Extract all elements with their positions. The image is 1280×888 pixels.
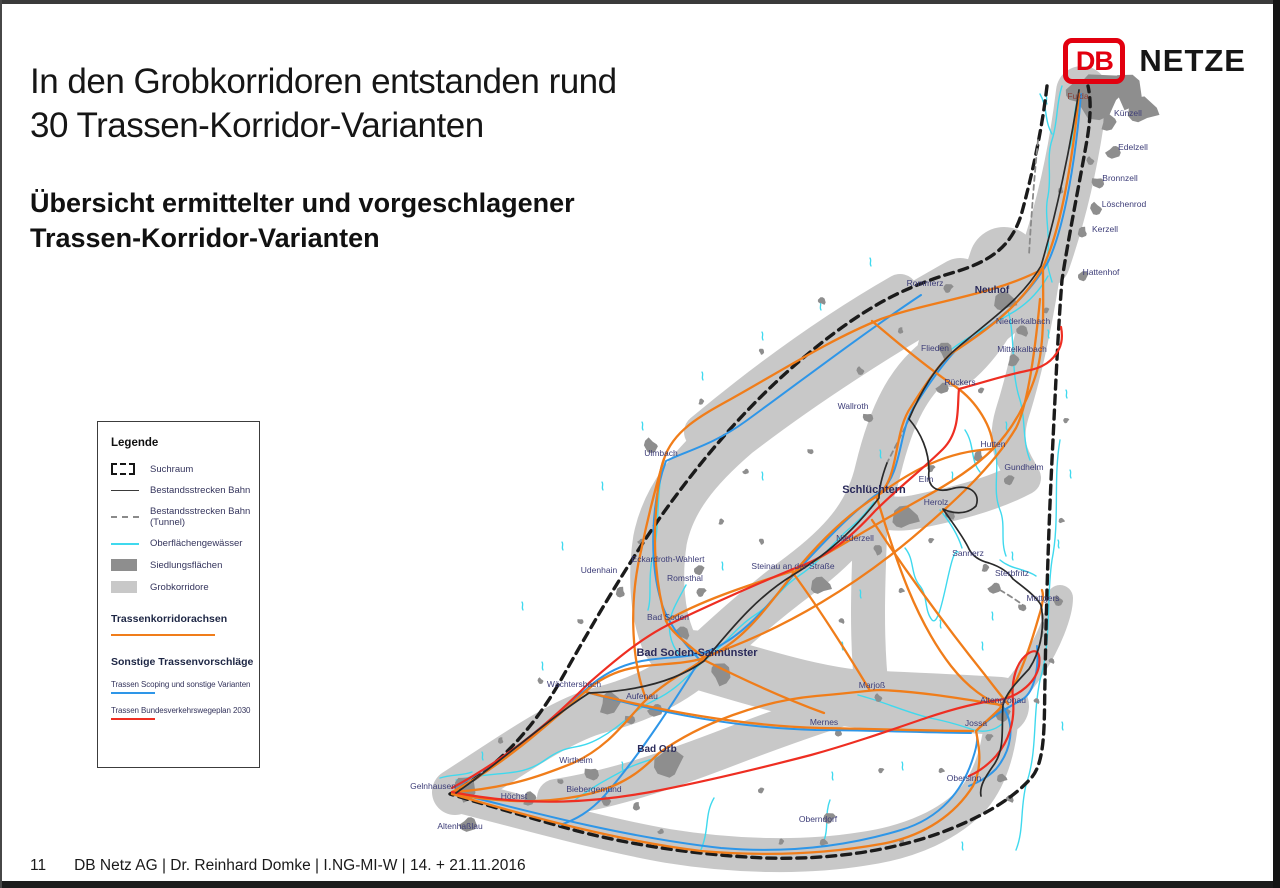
legend-title: Legende [111,437,159,449]
place-label: Mottgers [1026,593,1060,603]
footer-text: DB Netz AG | Dr. Reinhard Domke | I.NG-MI-W | 14. + 21.11.2016 [74,857,526,874]
legend-item [111,485,255,496]
legend-items [111,463,255,593]
legend-item [111,463,255,475]
slide-subtitle-line2: Trassen-Korridor-Varianten [30,223,380,253]
logo-wordmark: NETZE [1139,43,1246,78]
place-label: Wächtersbach [546,679,602,689]
place-label: Bad Soden [646,612,690,622]
legend-sub-label: Trassen Bundesverkehrswegeplan 2030 [111,706,251,715]
place-label: Jossa [964,718,988,728]
viewer-left-edge [0,0,2,888]
legend-item-label: Grobkorridore [150,581,209,593]
place-label: Sannerz [952,548,984,558]
place-label: Altengronau [980,695,1026,705]
slide-title-line2: 30 Trassen-Korridor-Varianten [30,106,484,145]
place-label: Eckardroth-Wahlert [631,554,705,564]
place-label: Rückers [944,377,976,387]
place-label: Udenhain [580,565,618,575]
db-netze-logo [1063,38,1246,84]
place-label: Kerzell [1092,224,1118,234]
place-label: Wallroth [837,401,869,411]
slide-subtitle-line1: Übersicht ermittelter und vorgeschlagener [30,188,575,218]
orange-line-swatch [111,634,215,636]
viewer-scrollbar-edge[interactable] [1273,0,1280,888]
place-label: Sterbfritz [994,568,1030,578]
place-label: Löschenrod [1101,199,1147,209]
place-label: Aufenau [626,691,658,701]
viewer-top-edge [0,0,1280,4]
viewer-bottom-edge [0,881,1280,888]
place-label: Edelzell [1118,142,1148,152]
place-label: Wirtheim [559,755,593,765]
legend-item-label: Oberflächengewässer [150,538,243,549]
dark-gray-box-swatch [111,559,137,571]
legend-other-title: Sonstige Trassenvorschläge [111,656,254,668]
place-label: Künzell [1114,108,1142,118]
legend-item [111,538,255,549]
place-label: Ulmbach [644,448,678,458]
slide-subtitle [30,186,575,256]
place-label: Hattenhof [1082,267,1120,277]
place-label: Schlüchtern [842,484,906,496]
place-label: Neuhof [974,285,1010,296]
page-number: 11 [30,857,47,874]
cyan-line-swatch [111,543,139,545]
dashed-gray-line-swatch [111,516,139,518]
suchraum-dashed-box-swatch [111,463,135,475]
solid-black-line-swatch [111,490,139,491]
place-label: Biebergemünd [566,784,622,794]
place-label: Herolz [923,497,949,507]
legend-item [111,559,255,571]
red-line-swatch [111,718,155,720]
place-label: Bad Soden-Salmünster [636,647,758,659]
legend-item-label: Siedlungsflächen [150,559,223,571]
legend-item [111,506,255,528]
slide-title-line1: In den Grobkorridoren entstanden rund [30,62,617,101]
slide-footer [30,857,526,875]
place-label: Altenhaßlau [437,821,483,831]
legend-item-label: Suchraum [150,463,194,475]
blue-line-swatch [111,692,155,694]
place-label: Obersinn [946,773,982,783]
place-label: Gelnhausen [410,781,456,791]
place-label: Niederzell [836,533,874,543]
place-label: Romsthal [667,573,703,583]
place-label: Marjoß [858,680,886,690]
legend-item-label: Bestandsstrecken Bahn [150,485,251,496]
place-label: Steinau an der Straße [751,561,835,571]
slide-title [30,60,617,148]
place-label: Bronnzell [1102,173,1138,183]
place-label: Mittelkalbach [997,344,1047,354]
place-label: Elm [918,474,934,484]
place-label: Fulda [1067,91,1089,101]
legend-item [111,581,255,593]
place-label: Oberndorf [798,814,838,824]
legend-sub-label: Trassen Scoping und sonstige Varianten [111,680,251,689]
legend-other-items [111,680,255,720]
place-label: Gundhelm [1004,462,1044,472]
legend-axes-title: Trassenkorridorachsen [111,613,228,625]
place-label: Flieden [921,343,949,353]
place-label: Niederkalbach [995,316,1051,326]
place-label: Bad Orb [637,744,677,755]
place-label: Hutten [980,439,1006,449]
place-label: Rommerz [906,278,944,288]
place-label: Mernes [809,717,839,727]
place-label: Höchst [500,791,528,801]
light-gray-box-swatch [111,581,137,593]
legend-item-label: Bestandsstrecken Bahn (Tunnel) [150,506,251,528]
db-logo-icon: DB [1063,38,1125,84]
legend-box [97,421,260,768]
